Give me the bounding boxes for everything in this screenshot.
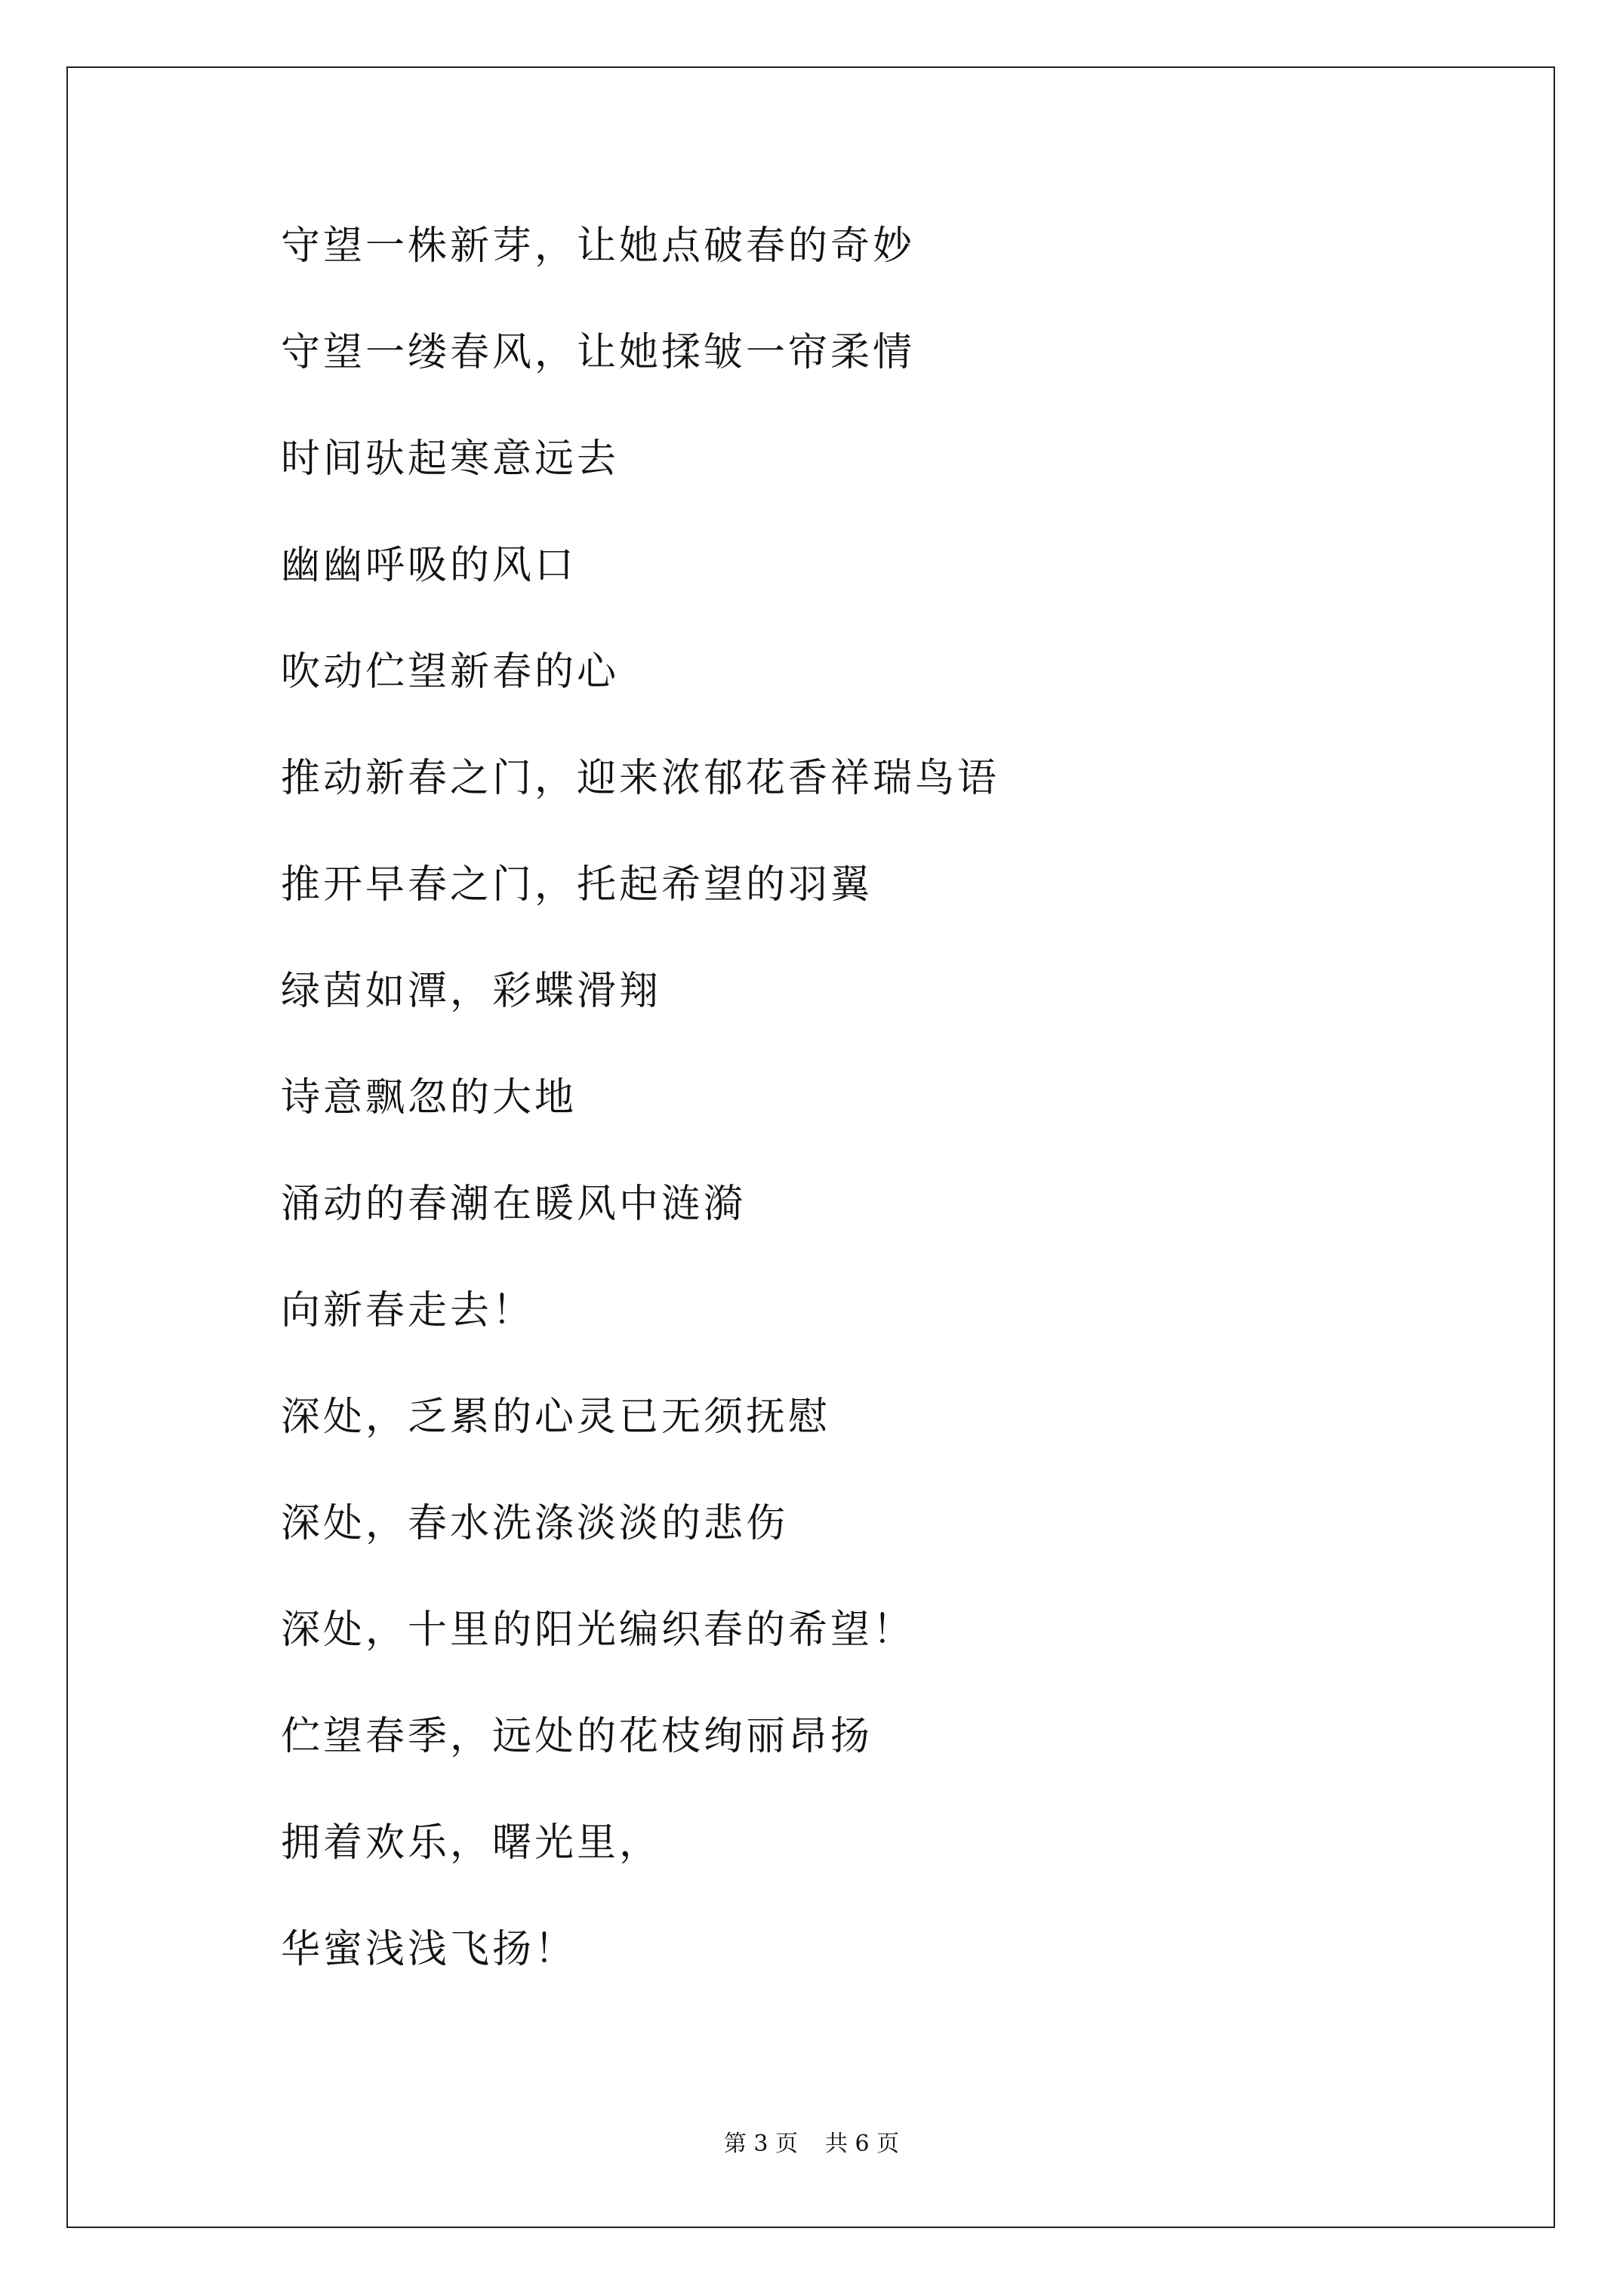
poem-body: [281, 219, 1413, 2029]
poem-line: 深处，十里的阳光编织春的希望！: [281, 1607, 916, 1653]
poem-line: 时间驮起寒意远去: [281, 436, 620, 482]
poem-line: 深处，春水洗涤淡淡的悲伤: [281, 1501, 789, 1546]
poem-line: 向新春走去！: [281, 1288, 535, 1333]
page-footer: [0, 2129, 1623, 2159]
poem-line: 华蜜浅浅飞扬！: [281, 1927, 577, 1972]
poem-line: 深处，乏累的心灵已无须抚慰: [281, 1395, 831, 1440]
poem-line: 守望一株新芽，让她点破春的奇妙: [281, 223, 916, 269]
poem-line: 拥着欢乐，曙光里，: [281, 1820, 662, 1866]
poem-line: 推开早春之门，托起希望的羽翼: [281, 862, 873, 908]
poem-line: 涌动的春潮在暖风中涟漪: [281, 1182, 747, 1227]
poem-line: 绿茵如潭，彩蝶滑翔: [281, 969, 662, 1014]
page-number: 第 3 页: [723, 2131, 798, 2157]
poem-line: 守望一缕春风，让她揉皱一帘柔情: [281, 330, 916, 375]
poem-line: 诗意飘忽的大地: [281, 1075, 577, 1120]
poem-line: 伫望春季，远处的花枝绚丽昂扬: [281, 1714, 873, 1759]
page-total: 共 6 页: [825, 2131, 900, 2157]
poem-line: 吹动伫望新春的心: [281, 649, 620, 695]
poem-line: 幽幽呼吸的风口: [281, 543, 577, 588]
poem-line: 推动新春之门，迎来浓郁花香祥瑞鸟语: [281, 756, 1000, 801]
